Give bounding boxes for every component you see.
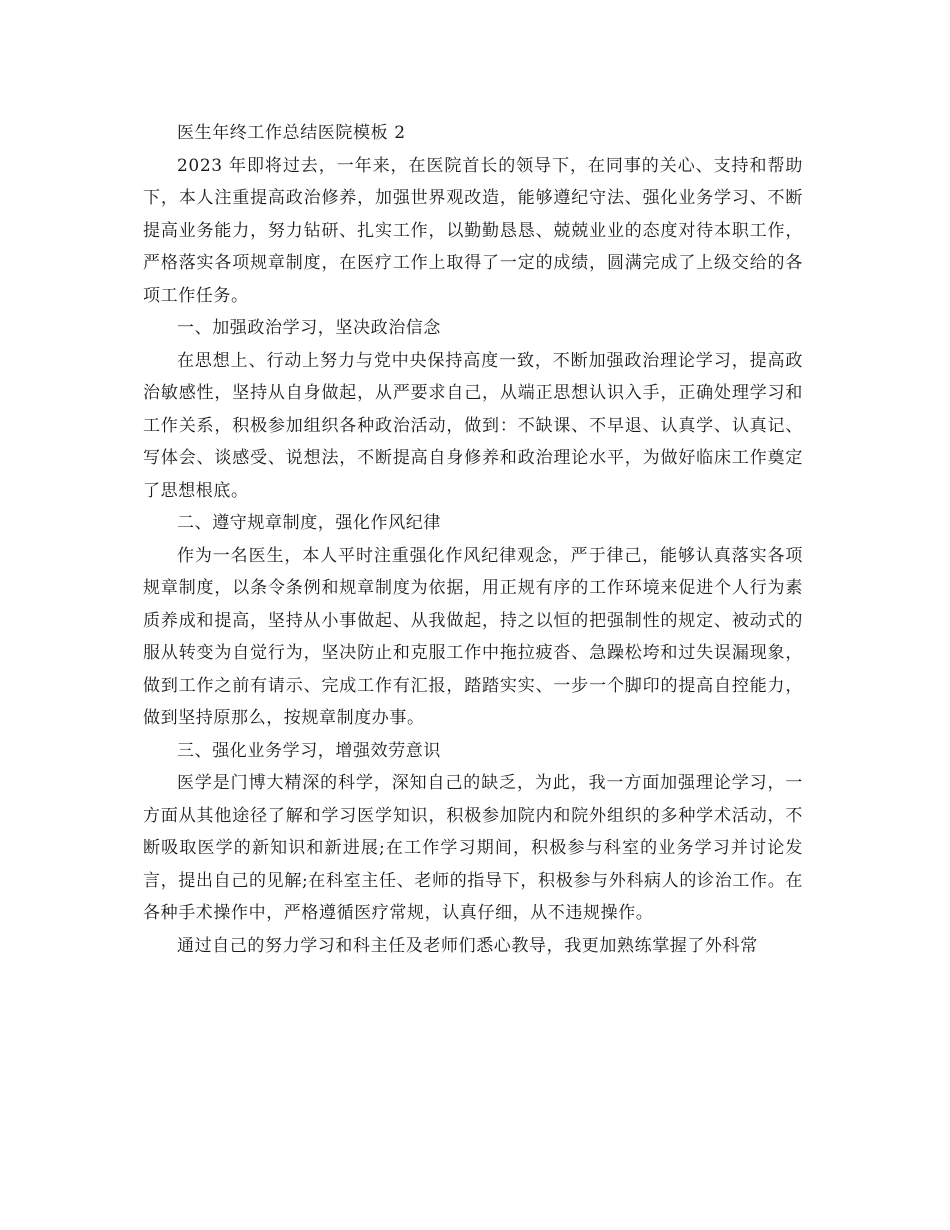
paragraph-continued: 通过自己的努力学习和科主任及老师们悉心教导，我更加熟练掌握了外科常 [177, 935, 758, 956]
section-heading-3: 三、强化业务学习，增强效劳意识 [177, 740, 441, 761]
paragraph-section-3: 医学是门博大精深的科学，深知自己的缺乏，为此，我一方面加强理论学习，一方面从其他途径了解和学习医学知识，积极参加院内和院外组织的多种学术活动，不断吸取医学的新知识和新进展;在工作学习期间，积极参与科室的业务学习并讨论发言，提出自己的见解;在科室主任、老师的指导下，积极参与外科病人的诊治工作。在各种手术操作中，严格遵循医疗常规，认真仔细，从不违规操作。 [143, 773, 803, 923]
section-heading-1: 一、加强政治学习，坚决政治信念 [177, 318, 441, 338]
paragraph-intro: 2023 年即将过去，一年来，在医院首长的领导下，在同事的关心、支持和帮助下，本人注重提高政治修养，加强世界观改造，能够遵纪守法、强化业务学习、不断提高业务能力，努力钻研、扎实工作，以勤勤恳恳、兢兢业业的态度对待本职工作，严格落实各项规章制度，在医疗工作上取得了一定的成绩，圆满完成了上级交给的各项工作任务。 [143, 155, 803, 306]
document-body [143, 117, 803, 962]
paragraph-section-2: 作为一名医生，本人平时注重强化作风纪律观念，严于律己，能够认真落实各项规章制度，以条令条例和规章制度为依据，用正规有序的工作环境来促进个人行为素质养成和提高，坚持从小事做起、从我做起，持之以恒的把强制性的规定、被动式的服从转变为自觉行为，坚决防止和克服工作中拖拉疲沓、急躁松垮和过失误漏现象，做到工作之前有请示、完成工作有汇报，踏踏实实、一步一个脚印的提高自控能力，做到坚持原那么，按规章制度办事。 [143, 545, 803, 728]
document-title: 医生年终工作总结医院模板 2 [177, 123, 406, 143]
paragraph-section-1: 在思想上、行动上努力与党中央保持高度一致，不断加强政治理论学习，提高政治敏感性，坚持从自身做起，从严要求自己，从端正思想认识入手，正确处理学习和工作关系，积极参加组织各种政治活动，做到：不缺课、不早退、认真学、认真记、写体会、谈感受、说想法，不断提高自身修养和政治理论水平，为做好临床工作奠定了思想根底。 [143, 350, 803, 501]
section-heading-2: 二、遵守规章制度，强化作风纪律 [177, 513, 441, 533]
